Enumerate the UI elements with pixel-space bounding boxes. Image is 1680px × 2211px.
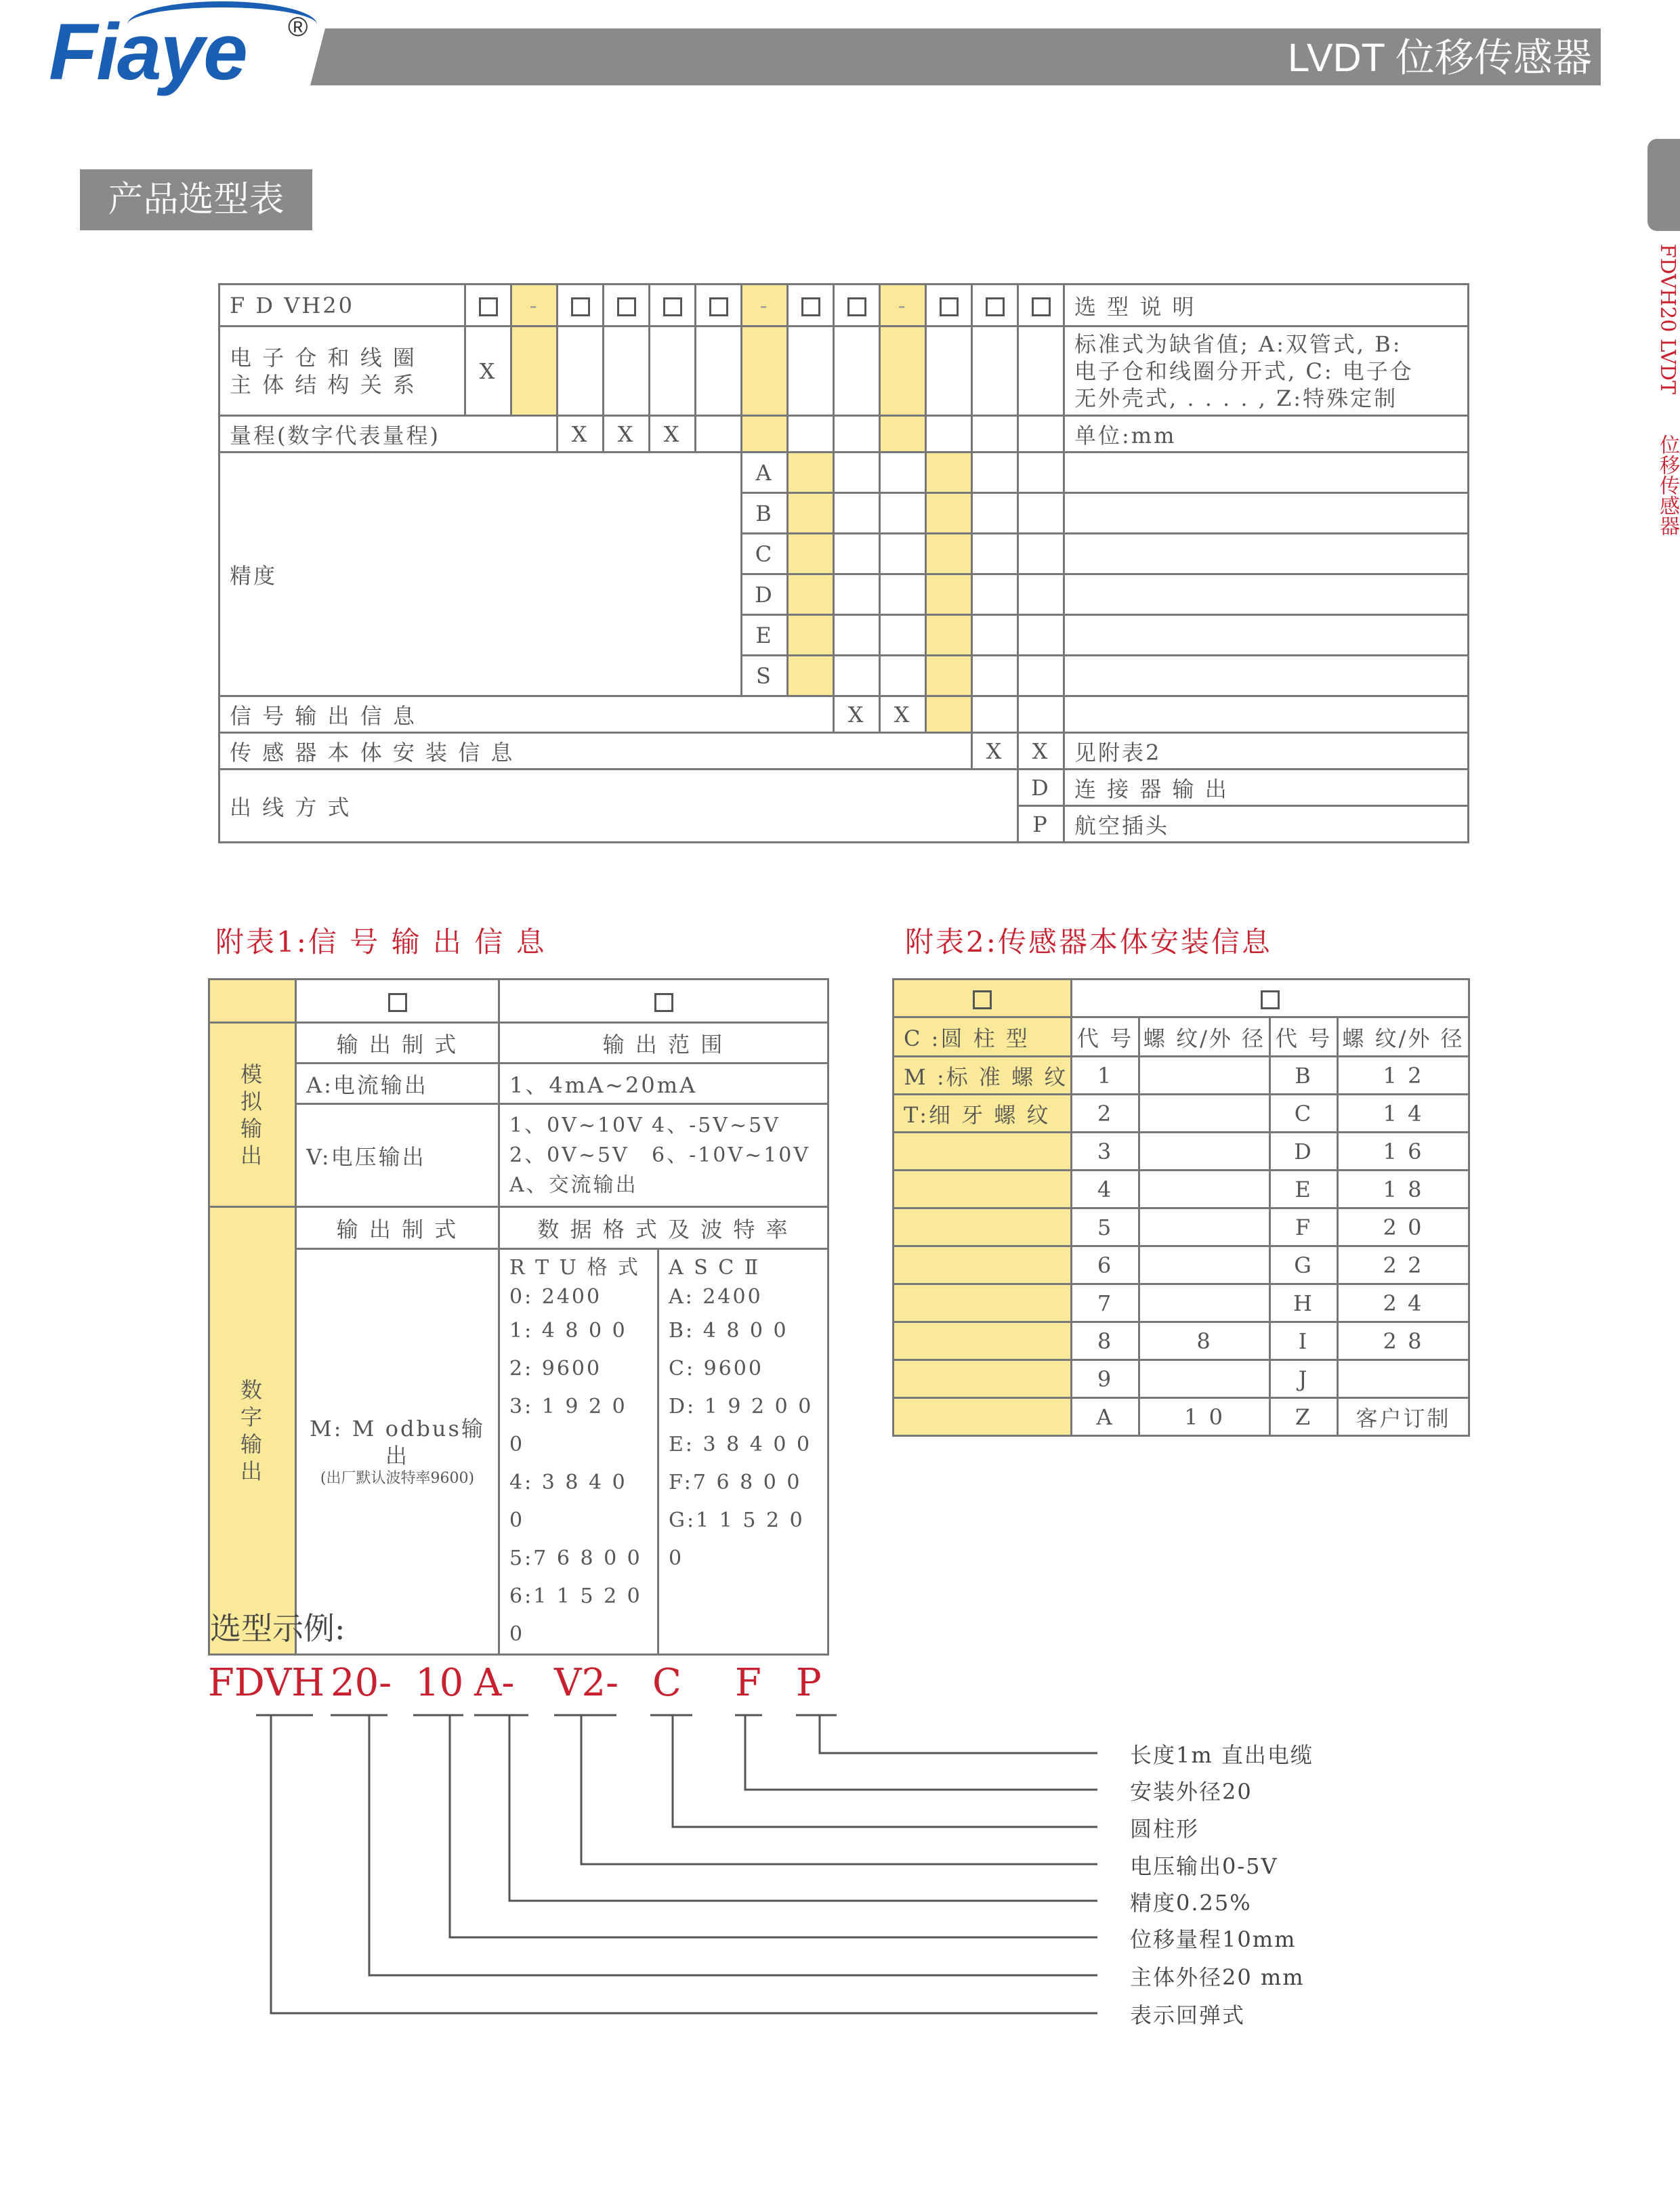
structure-label-line2: 主 体 结 构 关 系 [230, 371, 417, 398]
example-code-part: 10 [415, 1661, 464, 1705]
example-desc: 精度0.25% [1130, 1890, 1252, 1916]
thread-cell: 1 8 [1338, 1171, 1469, 1208]
code-cell: 5 [1072, 1208, 1139, 1246]
ascii-rate: F:7 6 8 0 0 [669, 1471, 802, 1494]
example-code-part: A- [474, 1661, 515, 1705]
model-prefix: F D VH20 [219, 285, 465, 327]
signal-label: 信 号 输 出 信 息 [219, 696, 834, 733]
appendix2-title: 附表2:传感器本体安装信息 [905, 925, 1272, 959]
code-head: 代 号 [1270, 1017, 1338, 1057]
code-cell: 4 [1072, 1171, 1139, 1208]
outlet-value: 连 接 器 输 出 [1064, 770, 1469, 806]
outlet-code: P [1018, 806, 1064, 843]
current-mode: A:电流输出 [296, 1064, 499, 1104]
appendix1-title: 附表1:信 号 输 出 信 息 [215, 925, 547, 959]
voltage-range: 2、0V~5V [509, 1143, 629, 1167]
range-note: 单位:mm [1064, 416, 1469, 452]
example-desc: 安装外径20 [1130, 1779, 1253, 1805]
thread-cell: 1 6 [1338, 1133, 1469, 1171]
out-mode-head: 输 出 制 式 [296, 1207, 499, 1249]
rtu-rate: 6:1 1 5 2 0 0 [509, 1584, 642, 1646]
ascii-rate: C: 9600 [669, 1357, 763, 1381]
thread-cell: 客户订制 [1338, 1398, 1469, 1436]
page-title: LVDT 位移传感器 [1287, 36, 1592, 80]
install-label: 传 感 器 本 体 安 装 信 息 [219, 733, 972, 770]
install-type: T:细 牙 螺 纹 [894, 1095, 1072, 1133]
data-format-head: 数 据 格 式 及 波 特 率 [499, 1207, 828, 1249]
signal-mark: X [834, 696, 880, 733]
example-desc: 长度1m 直出电缆 [1130, 1742, 1314, 1768]
install-type: C :圆 柱 型 [894, 1017, 1072, 1057]
digital-label: 数 字 输 出 [209, 1207, 296, 1655]
out-mode-head: 输 出 制 式 [296, 1023, 499, 1064]
rtu-rate: 4: 3 8 4 0 0 [509, 1471, 627, 1532]
code-cell: C [1270, 1095, 1338, 1133]
code-cell: H [1270, 1284, 1338, 1322]
structure-label-line1: 电 子 仓 和 线 圈 [230, 344, 417, 371]
ascii-rate: G:1 1 5 2 0 0 [669, 1509, 805, 1570]
code-cell: 9 [1072, 1360, 1139, 1398]
outlet-code: D [1018, 770, 1064, 806]
code-cell: F [1270, 1208, 1338, 1246]
voltage-mode: V:电压输出 [296, 1104, 499, 1207]
voltage-range: 6、-10V~10V [652, 1143, 811, 1167]
structure-note-2: 电子仓和线圈分开式, C: 电子仓 [1074, 358, 1414, 384]
example-desc: 圆柱形 [1130, 1816, 1200, 1842]
registered-mark: ® [288, 12, 308, 42]
example-code-part: FDVH [208, 1661, 325, 1705]
analog-label: 模 拟 输 出 [209, 1023, 296, 1207]
code-cell: 6 [1072, 1246, 1139, 1284]
thread-cell: 2 0 [1338, 1208, 1469, 1246]
example-desc: 主体外径20 mm [1130, 1964, 1305, 1990]
structure-note-1: 标准式为缺省值; A:双管式, B: [1074, 331, 1402, 357]
example-code-part: 20- [331, 1661, 392, 1705]
range-label: 量程(数字代表量程) [219, 416, 558, 452]
rtu-rate: 1: 4 8 0 0 [509, 1319, 627, 1343]
voltage-range: A、交流输出 [509, 1173, 638, 1197]
example-desc: 位移量程10mm [1130, 1926, 1297, 1952]
brand-logo: Fiaye [49, 7, 247, 97]
ascii-rate: D: 1 9 2 0 0 [669, 1395, 814, 1418]
code-cell: 1 [1072, 1057, 1139, 1095]
outlet-label: 出 线 方 式 [219, 770, 1018, 843]
range-mark: X [604, 416, 650, 452]
code-cell: J [1270, 1360, 1338, 1398]
range-mark: X [650, 416, 696, 452]
code-cell: 3 [1072, 1133, 1139, 1171]
modbus-default: (出厂默认波特率9600) [320, 1470, 475, 1487]
example-title: 选型示例: [210, 1610, 345, 1647]
ascii-head: A S C Ⅱ [669, 1256, 761, 1280]
code-cell: 8 [1072, 1322, 1139, 1360]
voltage-range: 1、0V~10V [509, 1113, 644, 1137]
example-code-part: V2- [554, 1661, 618, 1705]
code-cell: E [1270, 1171, 1338, 1208]
ascii-rate: E: 3 8 4 0 0 [669, 1433, 812, 1456]
range-mark: X [558, 416, 604, 452]
thread-cell: 1 0 [1139, 1398, 1270, 1436]
install-type: M :标 准 螺 纹 [894, 1057, 1072, 1095]
signal-mark: X [880, 696, 926, 733]
modbus-mode: M: M odbus输出 [310, 1416, 485, 1469]
code-cell: Z [1270, 1398, 1338, 1436]
thread-head: 螺 纹/外 径 [1139, 1017, 1270, 1057]
structure-note-3: 无外壳式, . . . . , Z:特殊定制 [1074, 385, 1398, 411]
accuracy-code: S [742, 656, 788, 696]
install-note: 见附表2 [1064, 733, 1469, 770]
current-range: 1、4mA~20mA [499, 1064, 828, 1104]
code-head: 代 号 [1072, 1017, 1139, 1057]
example-code-part: F [735, 1661, 761, 1705]
thread-cell: 8 [1139, 1322, 1270, 1360]
rtu-rate: 3: 1 9 2 0 0 [509, 1395, 627, 1456]
structure-mark: X [465, 327, 511, 416]
accuracy-label: 精度 [219, 452, 742, 696]
column-note-head: 选 型 说 明 [1064, 285, 1469, 327]
code-cell: 7 [1072, 1284, 1139, 1322]
code-cell: 2 [1072, 1095, 1139, 1133]
example-desc: 电压输出0-5V [1130, 1853, 1278, 1879]
accuracy-code: C [742, 534, 788, 574]
rtu-rate: 5:7 6 8 0 0 [509, 1546, 642, 1570]
rtu-head: R T U 格 式 [509, 1256, 641, 1280]
table-row: F D VH20 - - - 选 型 说 明 [219, 285, 1469, 327]
thread-head: 螺 纹/外 径 [1338, 1017, 1469, 1057]
install-mark: X [972, 733, 1018, 770]
accuracy-code: A [742, 452, 788, 493]
rtu-rate: 0: 2400 [509, 1285, 602, 1309]
section-title: 产品选型表 [80, 169, 312, 230]
voltage-range: 4、-5V~5V [652, 1113, 780, 1137]
thread-cell: 2 4 [1338, 1284, 1469, 1322]
outlet-value: 航空插头 [1064, 806, 1469, 843]
accuracy-code: B [742, 493, 788, 534]
accuracy-code: D [742, 574, 788, 615]
side-label-model: FDVH20 LVDT [1656, 244, 1679, 394]
side-label-category: 位移传感器 [1656, 434, 1679, 536]
code-cell: G [1270, 1246, 1338, 1284]
code-cell: I [1270, 1322, 1338, 1360]
thread-cell: 1 4 [1338, 1095, 1469, 1133]
install-mark: X [1018, 733, 1064, 770]
accuracy-code: E [742, 615, 788, 656]
out-range-head: 输 出 范 围 [499, 1023, 828, 1064]
ascii-rate: A: 2400 [669, 1285, 763, 1309]
code-cell: D [1270, 1133, 1338, 1171]
thread-cell: 1 2 [1338, 1057, 1469, 1095]
thread-cell: 2 2 [1338, 1246, 1469, 1284]
thread-cell: 2 8 [1338, 1322, 1469, 1360]
example-desc: 表示回弹式 [1130, 2002, 1246, 2028]
ascii-rate: B: 4 8 0 0 [669, 1319, 789, 1343]
rtu-rate: 2: 9600 [509, 1357, 602, 1381]
example-code-part: P [796, 1661, 822, 1705]
code-cell: A [1072, 1398, 1139, 1436]
example-code-part: C [652, 1661, 681, 1705]
code-cell: B [1270, 1057, 1338, 1095]
